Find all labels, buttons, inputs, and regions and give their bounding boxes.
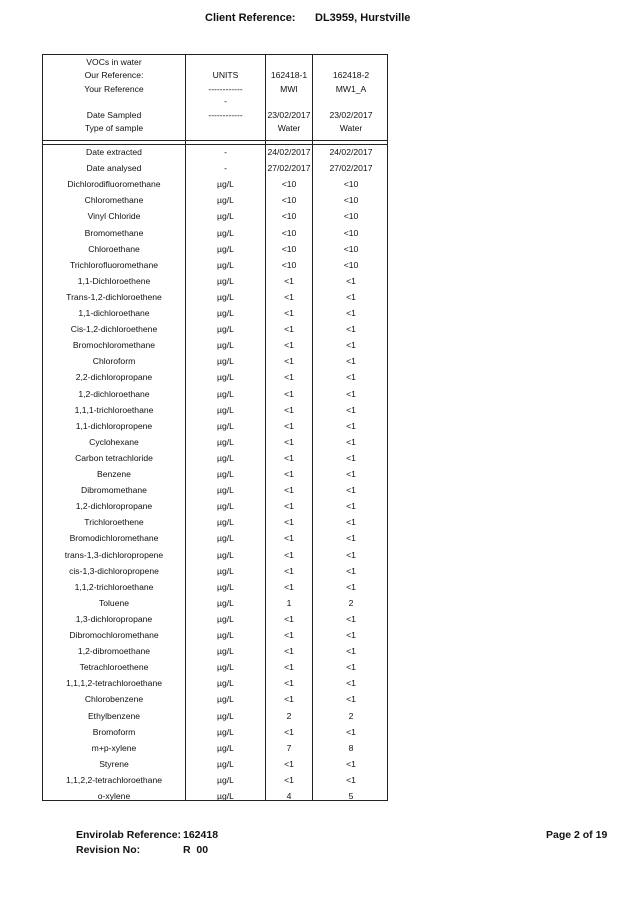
sample1-value: <1: [284, 565, 294, 576]
analyte-cell: Trans-1,2-dichloroethene: [66, 291, 162, 302]
date-sampled-dashes: ------------: [208, 110, 243, 120]
analyte-cell: Benzene: [97, 469, 131, 479]
sample1-value: <10: [281, 211, 297, 222]
table-row: [43, 612, 387, 628]
results-table: [42, 54, 388, 801]
table-row: [43, 741, 387, 757]
analyte-cell: 1,2-dichloropropane: [75, 501, 153, 512]
sample2-value: <1: [346, 694, 356, 705]
analyte-cell: 2,2-dichloropropane: [75, 372, 153, 383]
analyte-cell: Chloromethane: [84, 195, 144, 206]
sample1-value: <1: [284, 469, 294, 479]
table-row: [43, 467, 387, 483]
sample2-value: <1: [346, 388, 356, 399]
sample2-value: <1: [346, 469, 356, 479]
analyte-cell: Date analysed: [86, 163, 142, 174]
units-cell: µg/L: [217, 791, 234, 801]
table-row: [43, 660, 387, 676]
sample2-value: <1: [346, 662, 356, 673]
sample1-value: <1: [284, 275, 294, 286]
analyte-cell: Dibromomethane: [81, 485, 147, 496]
sample2-type: Water: [339, 123, 363, 133]
analyte-cell: Bromodichloromethane: [69, 533, 159, 544]
table-row: [43, 226, 387, 242]
sample1-value: <1: [284, 549, 294, 560]
sample2-value: <1: [346, 630, 356, 640]
table-row: [43, 531, 387, 547]
sample1-value: <1: [284, 388, 294, 399]
analyte-cell: 1,2-dichloroethane: [78, 388, 150, 399]
units-cell: µg/L: [217, 404, 234, 415]
table-row: [43, 419, 387, 435]
units-cell: µg/L: [217, 356, 234, 367]
sample2-our-ref: 162418-2: [332, 70, 370, 80]
sample1-value: 27/02/2017: [267, 163, 311, 174]
table-row: [43, 676, 387, 692]
your-reference-label: Your Reference: [84, 84, 144, 94]
analyte-cell: 1,1,2,2-tetrachloroethane: [65, 774, 163, 785]
units-cell: µg/L: [217, 646, 234, 657]
revision-value: R 00: [183, 844, 209, 856]
analyte-cell: Dibromochloromethane: [69, 630, 159, 640]
table-row: [43, 596, 387, 612]
analyte-cell: m+p-xylene: [91, 742, 137, 753]
table-row: [43, 692, 387, 708]
table-row: [43, 274, 387, 290]
sample2-value: <1: [346, 291, 356, 302]
analyte-cell: Date extracted: [86, 147, 142, 157]
sample2-value: <1: [346, 340, 356, 351]
sample1-value: <1: [284, 436, 294, 447]
analyte-cell: Bromomethane: [84, 227, 144, 238]
analyte-cell: Styrene: [99, 758, 129, 769]
sample1-value: <1: [284, 420, 294, 431]
units-cell: µg/L: [217, 469, 234, 479]
table-row: [43, 177, 387, 193]
sample1-value: <1: [284, 581, 294, 592]
sample2-value: <10: [343, 179, 359, 190]
sample1-value: 2: [286, 710, 292, 721]
sample2-value: 2: [348, 710, 354, 721]
sample1-value: <1: [284, 372, 294, 383]
sample2-value: <1: [346, 565, 356, 576]
units-cell: µg/L: [217, 597, 234, 608]
sample1-value: <1: [284, 646, 294, 657]
sample2-value: <1: [346, 726, 356, 737]
table-row: [43, 435, 387, 451]
sample1-value: 4: [286, 791, 292, 801]
sample2-value: <1: [346, 549, 356, 560]
table-row: [43, 306, 387, 322]
sample1-value: <1: [284, 758, 294, 769]
sample2-value: <1: [346, 581, 356, 592]
your-reference-dashes: ------------: [208, 84, 243, 94]
units-cell: µg/L: [217, 388, 234, 399]
table-row: [43, 322, 387, 338]
analyte-cell: Chloroform: [92, 356, 136, 367]
units-cell: µg/L: [217, 195, 234, 206]
units-cell: µg/L: [217, 372, 234, 383]
page-number: Page 2 of 19: [546, 829, 608, 841]
units-cell: -: [224, 147, 227, 157]
table-row: [43, 548, 387, 564]
sample1-value: <1: [284, 324, 294, 335]
units-cell: µg/L: [217, 710, 234, 721]
sample1-our-ref: 162418-1: [270, 70, 308, 80]
analyte-cell: Chloroethane: [88, 243, 140, 254]
sample2-value: <1: [346, 678, 356, 689]
sample2-value: <1: [346, 436, 356, 447]
units-cell: µg/L: [217, 678, 234, 689]
analyte-cell: trans-1,3-dichloropropene: [64, 549, 164, 560]
sample1-value: <1: [284, 452, 294, 463]
sample1-value: <1: [284, 340, 294, 351]
table-row: [43, 644, 387, 660]
analyte-cell: Carbon tetrachloride: [75, 452, 153, 463]
analyte-cell: Chlorobenzene: [84, 694, 144, 705]
client-reference-value: DL3959, Hurstville: [315, 12, 411, 24]
analyte-cell: 1,1,2-trichloroethane: [74, 581, 154, 592]
sample2-value: 24/02/2017: [329, 147, 373, 157]
units-cell: µg/L: [217, 436, 234, 447]
sample1-date-sampled: 23/02/2017: [267, 110, 311, 120]
table-row: [43, 338, 387, 354]
analyte-cell: 1,1-dichloropropene: [75, 420, 153, 431]
table-row: [43, 789, 387, 805]
table-row: [43, 161, 387, 177]
units-cell: -: [224, 163, 227, 174]
analyte-cell: o-xylene: [97, 791, 131, 801]
analyte-cell: Toluene: [98, 597, 130, 608]
sample2-value: <10: [343, 259, 359, 270]
units-cell: µg/L: [217, 420, 234, 431]
sample2-your-ref: MW1_A: [335, 84, 367, 94]
date-sampled-label: Date Sampled: [86, 110, 142, 120]
table-row: [43, 709, 387, 725]
table-row: [43, 515, 387, 531]
units-cell: µg/L: [217, 613, 234, 624]
analyte-cell: 1,1,1-trichloroethane: [74, 404, 154, 415]
table-title: VOCs in water: [86, 57, 142, 67]
sample2-value: <1: [346, 485, 356, 496]
sample2-value: 5: [348, 791, 354, 801]
analyte-cell: 1,2-dibromoethane: [77, 646, 151, 657]
units-cell: µg/L: [217, 501, 234, 512]
sample1-value: <10: [281, 179, 297, 190]
sample2-value: <1: [346, 275, 356, 286]
units-cell: µg/L: [217, 630, 234, 640]
sample1-value: <1: [284, 694, 294, 705]
sample2-value: <1: [346, 372, 356, 383]
units-cell: µg/L: [217, 211, 234, 222]
units-cell: µg/L: [217, 774, 234, 785]
sample1-value: <10: [281, 243, 297, 254]
sample1-value: <10: [281, 227, 297, 238]
sample-type-label: Type of sample: [84, 123, 144, 133]
table-row: [43, 145, 387, 161]
sample1-value: <1: [284, 774, 294, 785]
units-cell: µg/L: [217, 291, 234, 302]
sample2-value: <10: [343, 195, 359, 206]
units-cell: µg/L: [217, 517, 234, 528]
sample1-value: <1: [284, 678, 294, 689]
sample2-value: <1: [346, 613, 356, 624]
table-row: [43, 258, 387, 274]
analyte-cell: Dichlorodifluoromethane: [67, 179, 161, 190]
table-row: [43, 483, 387, 499]
sample2-value: <1: [346, 324, 356, 335]
sample2-value: <10: [343, 227, 359, 238]
table-row: [43, 580, 387, 596]
table-row: [43, 209, 387, 225]
units-cell: µg/L: [217, 758, 234, 769]
analyte-cell: 1,1,1,2-tetrachloroethane: [65, 678, 163, 689]
table-row: [43, 354, 387, 370]
sample1-value: 1: [286, 597, 292, 608]
units-cell: µg/L: [217, 549, 234, 560]
table-row: [43, 451, 387, 467]
sample1-value: <1: [284, 308, 294, 318]
units-cell: µg/L: [217, 275, 234, 286]
envirolab-reference-label: Envirolab Reference:: [76, 829, 182, 841]
sample1-value: <1: [284, 630, 294, 640]
sample1-your-ref: MWI: [280, 84, 298, 94]
analyte-cell: Cyclohexane: [89, 436, 139, 447]
table-row: [43, 370, 387, 386]
sample2-value: <1: [346, 356, 356, 367]
sample2-value: <1: [346, 420, 356, 431]
table-row: [43, 757, 387, 773]
units-cell: µg/L: [217, 340, 234, 351]
table-row: [43, 564, 387, 580]
sample1-value: <1: [284, 501, 294, 512]
sample1-value: 7: [286, 742, 292, 753]
sample1-value: <10: [281, 259, 297, 270]
sample1-value: <1: [284, 291, 294, 302]
analyte-cell: Tetrachloroethene: [79, 662, 149, 673]
sample1-value: <1: [284, 517, 294, 528]
sample2-value: 8: [348, 742, 354, 753]
table-row: [43, 193, 387, 209]
client-reference-label: Client Reference:: [205, 12, 296, 24]
table-row: [43, 290, 387, 306]
table-row: [43, 725, 387, 741]
units-cell: µg/L: [217, 227, 234, 238]
analyte-cell: Bromoform: [92, 726, 136, 737]
table-row: [43, 773, 387, 789]
units-cell: µg/L: [217, 533, 234, 544]
our-reference-label: Our Reference:: [84, 70, 144, 80]
sample1-value: <1: [284, 485, 294, 496]
sample1-value: <1: [284, 533, 294, 544]
units-cell: µg/L: [217, 726, 234, 737]
sample2-value: <1: [346, 452, 356, 463]
sample1-value: <1: [284, 404, 294, 415]
units-cell: µg/L: [217, 452, 234, 463]
units-cell: µg/L: [217, 324, 234, 335]
analyte-cell: Trichloroethene: [84, 517, 144, 528]
sample2-value: <1: [346, 517, 356, 528]
units-header: UNITS: [212, 70, 239, 80]
sample1-value: <1: [284, 356, 294, 367]
units-cell: µg/L: [217, 179, 234, 190]
table-row: [43, 387, 387, 403]
table-row: [43, 499, 387, 515]
sample1-value: <1: [284, 613, 294, 624]
sample2-value: <1: [346, 308, 356, 318]
units-cell: µg/L: [217, 662, 234, 673]
sample2-value: <1: [346, 404, 356, 415]
analyte-cell: cis-1,3-dichloropropene: [69, 565, 159, 576]
analyte-cell: Cis-1,2-dichloroethene: [70, 324, 158, 335]
sample2-date-sampled: 23/02/2017: [329, 110, 373, 120]
units-cell: µg/L: [217, 742, 234, 753]
sample1-value: <10: [281, 195, 297, 206]
analyte-cell: Bromochloromethane: [72, 340, 156, 351]
table-row: [43, 242, 387, 258]
sample1-value: 24/02/2017: [267, 147, 311, 157]
units-cell: µg/L: [217, 565, 234, 576]
units-cell: µg/L: [217, 259, 234, 270]
sample1-type: Water: [277, 123, 301, 133]
analyte-cell: Vinyl Chloride: [87, 211, 141, 222]
analyte-cell: Trichlorofluoromethane: [69, 259, 159, 270]
analyte-cell: 1,3-dichloropropane: [75, 613, 153, 624]
sample1-value: <1: [284, 726, 294, 737]
sample2-value: 27/02/2017: [329, 163, 373, 174]
table-row: [43, 628, 387, 644]
sample2-value: <1: [346, 533, 356, 544]
sample2-value: <1: [346, 774, 356, 785]
sample2-value: 2: [348, 597, 354, 608]
analyte-cell: 1,1-Dichloroethene: [77, 275, 151, 286]
sample1-value: <1: [284, 662, 294, 673]
envirolab-reference-value: 162418: [183, 829, 219, 841]
units-cell: µg/L: [217, 308, 234, 318]
analyte-cell: 1,1-dichloroethane: [78, 308, 150, 318]
sample2-value: <1: [346, 646, 356, 657]
sample2-value: <10: [343, 211, 359, 222]
units-cell: µg/L: [217, 581, 234, 592]
units-cell: µg/L: [217, 243, 234, 254]
table-row: [43, 403, 387, 419]
units-cell: µg/L: [217, 485, 234, 496]
sample2-value: <10: [343, 243, 359, 254]
analyte-cell: Ethylbenzene: [87, 710, 141, 721]
revision-label: Revision No:: [76, 844, 141, 856]
your-reference-dash: -: [224, 96, 227, 106]
sample2-value: <1: [346, 501, 356, 512]
sample2-value: <1: [346, 758, 356, 769]
units-cell: µg/L: [217, 694, 234, 705]
